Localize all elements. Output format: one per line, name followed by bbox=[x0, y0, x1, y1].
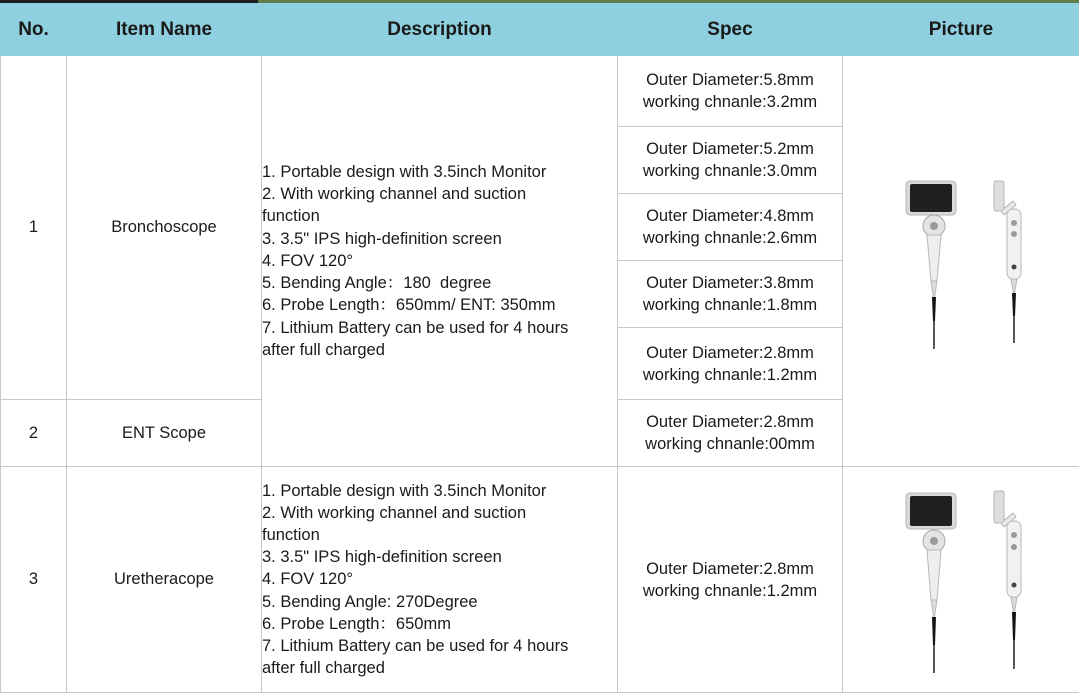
header-spec: Spec bbox=[618, 4, 843, 56]
description-line: 4. FOV 120° bbox=[262, 251, 353, 270]
description-line: 6. Probe Length：650mm/ ENT: 350mm bbox=[262, 296, 556, 315]
outer-diameter: Outer Diameter:2.8mm bbox=[646, 559, 814, 578]
description-line: 6. Probe Length：650mm bbox=[262, 614, 451, 633]
description-line: 2. With working channel and suction bbox=[262, 185, 527, 204]
description-line: 5. Bending Angle: 270Degree bbox=[262, 592, 478, 611]
spec-cell bbox=[618, 56, 843, 127]
working-channel: working chnanle:00mm bbox=[645, 435, 815, 453]
spec-cell bbox=[618, 467, 843, 693]
working-channel: working chnanle:1.8mm bbox=[642, 296, 818, 314]
description-line: 3. 3.5" IPS high-definition screen bbox=[262, 548, 502, 567]
row-3-item-name: Uretheracope bbox=[67, 467, 262, 693]
row-1-item-name: Bronchoscope bbox=[67, 56, 262, 400]
description-line: function bbox=[262, 207, 320, 226]
description-line: 5. Bending Angle：180 degree bbox=[262, 274, 492, 293]
row-1-picture bbox=[843, 56, 1079, 467]
row-2-no: 2 bbox=[1, 400, 67, 467]
working-channel: working chnanle:2.6mm bbox=[642, 229, 818, 247]
product-spec-table bbox=[0, 3, 1079, 693]
header-picture: Picture bbox=[843, 4, 1079, 56]
description-line: 1. Portable design with 3.5inch Monitor bbox=[262, 481, 547, 500]
table-header-row bbox=[1, 4, 1079, 56]
spec-cell bbox=[618, 194, 843, 261]
description-line: after full charged bbox=[262, 659, 385, 678]
header-no: No. bbox=[1, 4, 67, 56]
spec-cell bbox=[618, 328, 843, 400]
row-3-description bbox=[262, 467, 618, 693]
row-3-picture bbox=[843, 467, 1079, 693]
uretheroscope-product-image bbox=[861, 485, 1061, 675]
description-line: 7. Lithium Battery can be used for 4 hours bbox=[262, 637, 569, 655]
description-line: function bbox=[262, 525, 320, 544]
spec-cell bbox=[618, 400, 843, 467]
row-1-no: 1 bbox=[1, 56, 67, 400]
working-channel: working chnanle:1.2mm bbox=[642, 365, 818, 384]
description-line: after full charged bbox=[262, 340, 385, 359]
table-row bbox=[1, 467, 1079, 693]
table-row bbox=[1, 56, 1079, 127]
working-channel: working chnanle:3.2mm bbox=[642, 93, 818, 111]
working-channel: working chnanle:1.2mm bbox=[642, 581, 818, 600]
description-line: 4. FOV 120° bbox=[262, 570, 353, 589]
outer-diameter: Outer Diameter:2.8mm bbox=[646, 343, 814, 362]
bronchoscope-product-image bbox=[861, 171, 1061, 351]
description-line: 3. 3.5" IPS high-definition screen bbox=[262, 229, 502, 248]
spec-cell bbox=[618, 127, 843, 194]
description-line: 1. Portable design with 3.5inch Monitor bbox=[262, 163, 547, 182]
spec-cell bbox=[618, 261, 843, 328]
outer-diameter: Outer Diameter:5.2mm bbox=[646, 140, 814, 158]
outer-diameter: Outer Diameter:5.8mm bbox=[646, 71, 814, 89]
header-description: Description bbox=[262, 4, 618, 56]
outer-diameter: Outer Diameter:2.8mm bbox=[646, 413, 814, 431]
description-line: 7. Lithium Battery can be used for 4 hours bbox=[262, 318, 569, 337]
header-item-name: Item Name bbox=[67, 4, 262, 56]
outer-diameter: Outer Diameter:3.8mm bbox=[646, 274, 814, 292]
outer-diameter: Outer Diameter:4.8mm bbox=[646, 207, 814, 225]
row-3-no: 3 bbox=[1, 467, 67, 693]
row-1-description bbox=[262, 56, 618, 467]
working-channel: working chnanle:3.0mm bbox=[642, 162, 818, 180]
row-2-item-name: ENT Scope bbox=[67, 400, 262, 467]
description-line: 2. With working channel and suction bbox=[262, 503, 527, 522]
